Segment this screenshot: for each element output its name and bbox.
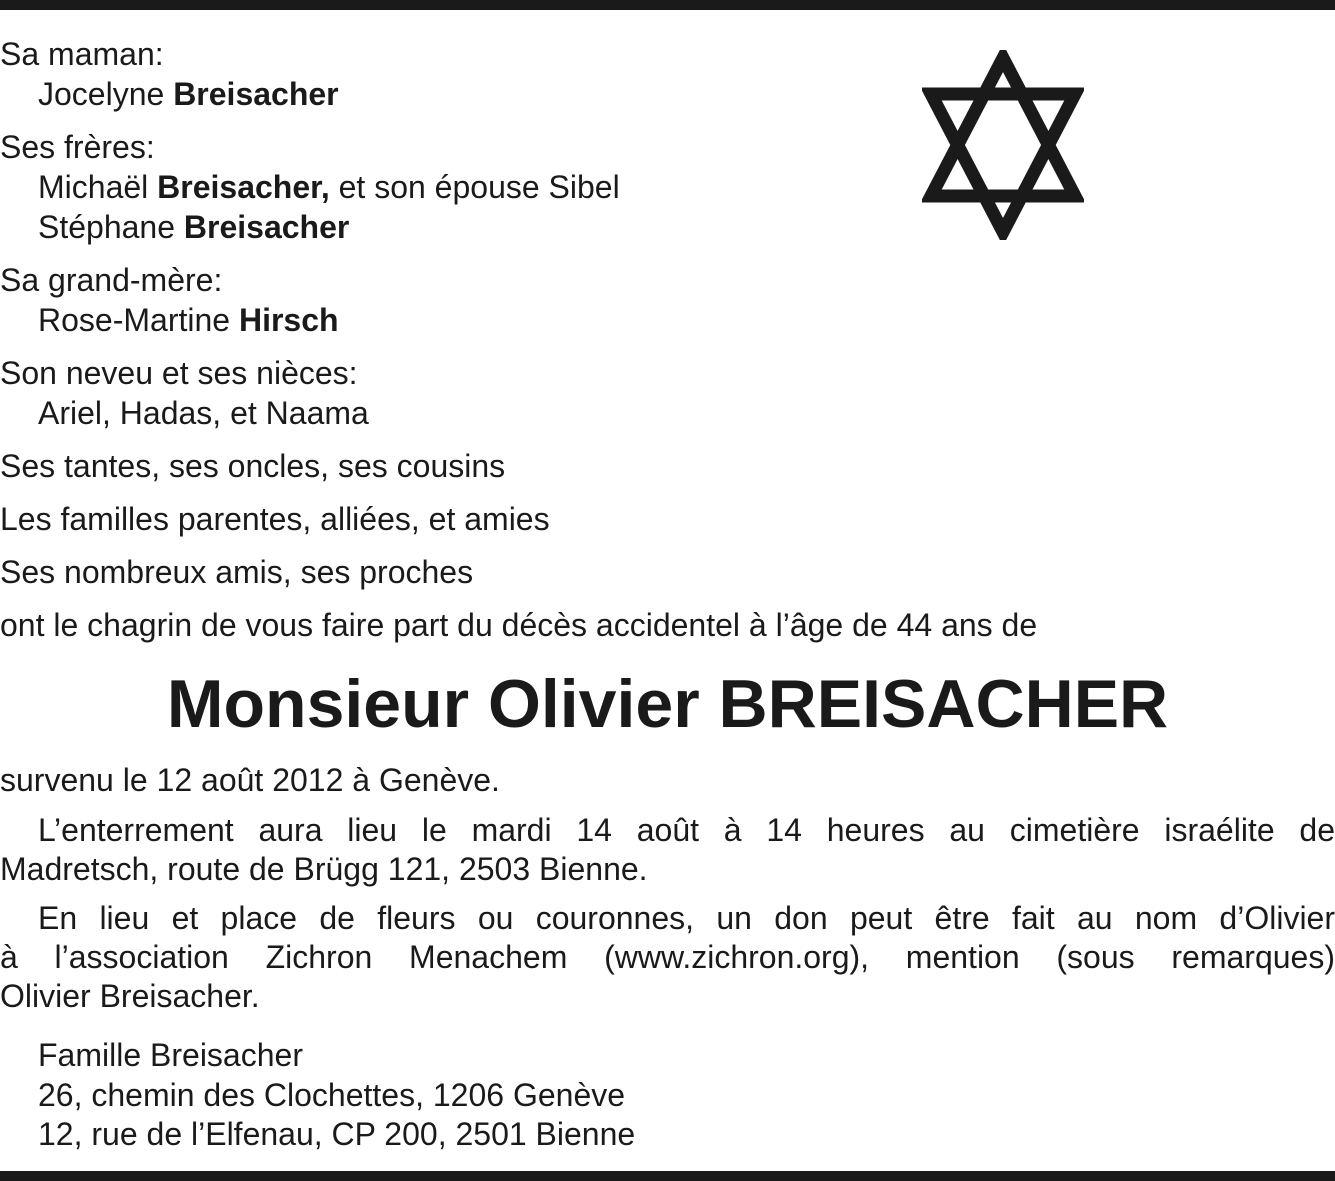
donation-line-3: Olivier Breisacher.: [0, 978, 260, 1014]
mother-name: Jocelyne Breisacher: [38, 76, 339, 112]
burial-line-1: L’enterrement aura lieu le mardi 14 août à 14 heures au cimetière israélite de: [38, 812, 1335, 848]
friends-line: Ses nombreux amis, ses proches: [0, 554, 474, 590]
grandmother-name: Rose-Martine Hirsch: [38, 302, 339, 338]
families-line: Les familles parentes, alliées, et amies: [0, 501, 550, 537]
signature-address-2: 12, rue de l’Elfenau, CP 200, 2501 Bienne: [38, 1116, 636, 1152]
burial-line-2: Madretsch, route de Brügg 121, 2503 Bienne.: [0, 851, 648, 887]
deceased-name: Monsieur Olivier BREISACHER: [166, 666, 1169, 742]
announcement-line: ont le chagrin de vous faire part du décès accidentel à l’âge de 44 ans de: [0, 607, 1038, 643]
grandmother-header: Sa grand-mère:: [0, 262, 223, 298]
nephew-header: Son neveu et ses nièces:: [0, 355, 358, 391]
donation-line-1: En lieu et place de fleurs ou couronnes, un don peut être fait au nom d’Olivier: [38, 900, 1335, 936]
brother-2: Stéphane Breisacher: [38, 209, 350, 245]
signature-family: Famille Breisacher: [38, 1037, 303, 1073]
top-rule: [0, 0, 1335, 10]
bottom-rule: [0, 1171, 1335, 1181]
aunts-line: Ses tantes, ses oncles, ses cousins: [0, 448, 506, 484]
brother-1: Michaël Breisacher, et son épouse Sibel: [38, 169, 620, 205]
star-of-david-icon: [922, 50, 1084, 240]
nephew-names: Ariel, Hadas, et Naama: [38, 395, 369, 431]
mother-header: Sa maman:: [0, 36, 164, 72]
date-line: survenu le 12 août 2012 à Genève.: [0, 762, 500, 798]
brothers-header: Ses frères:: [0, 129, 155, 165]
donation-line-2: à l’association Zichron Menachem (www.zichron.org), mention (sous remarques): [0, 939, 1335, 975]
signature-address-1: 26, chemin des Clochettes, 1206 Genève: [38, 1077, 626, 1113]
